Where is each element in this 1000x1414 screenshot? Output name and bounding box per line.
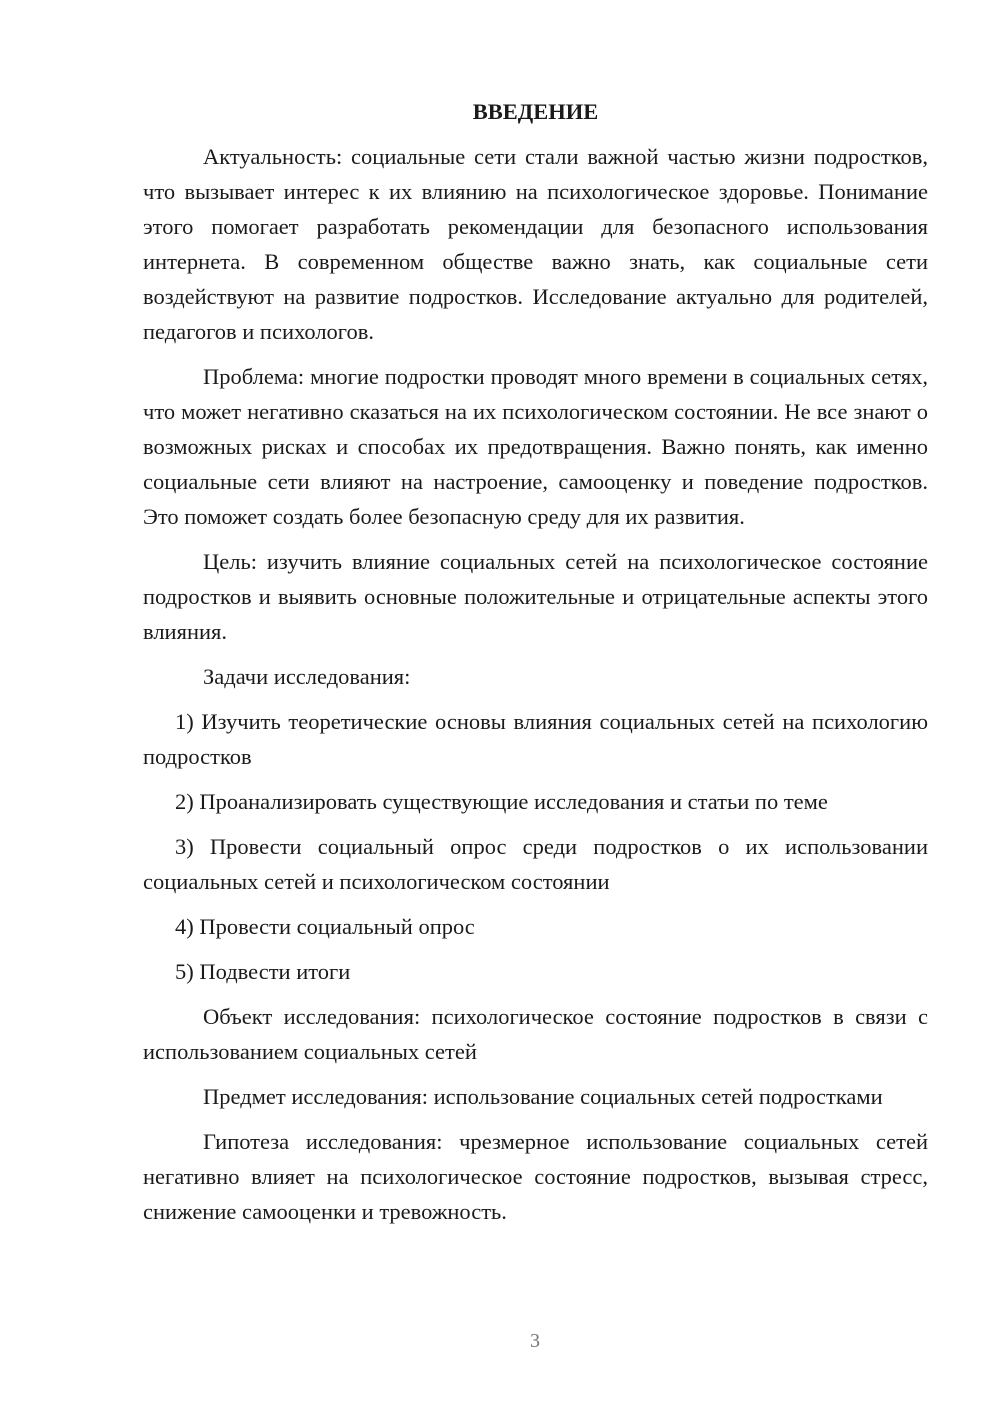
page-title: ВВЕДЕНИЕ	[472, 99, 599, 124]
task-item-4: 4) Провести социальный опрос	[175, 914, 475, 939]
tasks-heading: Задачи исследования:	[203, 664, 411, 689]
page-number: 3	[530, 1330, 540, 1352]
object-paragraph: Объект исследования: психологическое состояние подростков в связи с использованием социальных сетей	[143, 1004, 928, 1064]
relevance-paragraph: Актуальность: социальные сети стали важной частью жизни подростков, что вызывает интерес к их влиянию на психологическое здоровье. Понимание этого помогает разработать рекомендации для безопасного использования интернета. В современном обществе важно знать, как социальные сети воздействуют на развитие подростков. Исследование актуально для родителей, педагогов и психологов.	[143, 144, 928, 344]
task-item-3: 3) Провести социальный опрос среди подростков о их использовании социальных сетей и психологическом состоянии	[143, 834, 928, 894]
document-page	[143, 94, 928, 1239]
task-item-1: 1) Изучить теоретические основы влияния социальных сетей на психологию подростков	[143, 709, 928, 769]
hypothesis-paragraph: Гипотеза исследования: чрезмерное использование социальных сетей негативно влияет на психологическое состояние подростков, вызывая стресс, снижение самооценки и тревожность.	[143, 1129, 928, 1224]
subject-paragraph: Предмет исследования: использование социальных сетей подростками	[203, 1084, 883, 1109]
task-item-5: 5) Подвести итоги	[175, 959, 351, 984]
goal-paragraph: Цель: изучить влияние социальных сетей на психологическое состояние подростков и выявить основные положительные и отрицательные аспекты этого влияния.	[143, 549, 928, 644]
problem-paragraph: Проблема: многие подростки проводят много времени в социальных сетях, что может негативно сказаться на их психологическом состоянии. Не все знают о возможных рисках и способах их предотвращения. Важно понять, как именно социальные сети влияют на настроение, самооценку и поведение подростков. Это поможет создать более безопасную среду для их развития.	[143, 364, 928, 529]
task-item-2: 2) Проанализировать существующие исследования и статьи по теме	[175, 789, 828, 814]
